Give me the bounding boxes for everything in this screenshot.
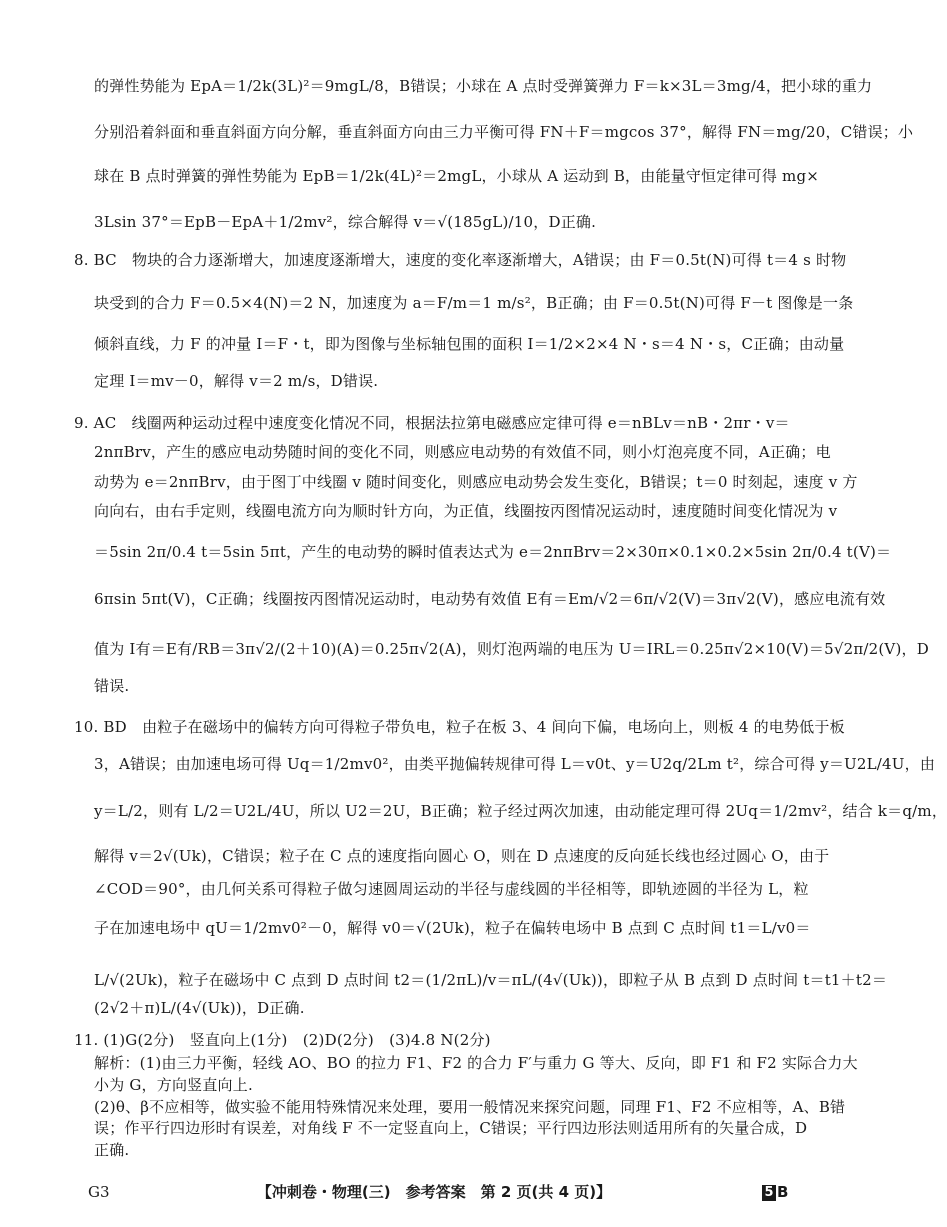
text-line: 正确.	[94, 1141, 130, 1159]
text-line: 2nπBrv，产生的感应电动势随时间的变化不同，则感应电动势的有效值不同，则小灯泡亮度不同，A正确；电	[94, 443, 831, 461]
text-line: 的弹性势能为 EpA＝1/2k(3L)²＝9mgL/8，B错误；小球在 A 点时受弹簧弹力 F＝k×3L＝3mg/4，把小球的重力	[94, 77, 873, 95]
text-line: ∠COD＝90°，由几何关系可得粒子做匀速圆周运动的半径与虚线圆的半径相等，即轨迹圆的半径为 L，粒	[94, 880, 809, 898]
text-line: 8. BC 物块的合力逐渐增大，加速度逐渐增大，速度的变化率逐渐增大，A错误；由 F＝0.5t(N)可得 t＝4 s 时物	[74, 251, 847, 269]
text-line: 动势为 e＝2nπBrv，由于图丁中线圈 v 随时间变化，则感应电动势会发生变化，B错误；t＝0 时刻起，速度 v 方	[94, 473, 858, 491]
text-line: 误；作平行四边形时有误差，对角线 F 不一定竖直向上，C错误；平行四边形法则适用所有的矢量合成，D	[94, 1119, 808, 1137]
text-line: y＝L/2，则有 L/2＝U2L/4U，所以 U2＝2U，B正确；粒子经过两次加速，由动能定理可得 2Uq＝1/2mv²，结合 k＝q/m，	[94, 802, 947, 820]
text-line: 向向右，由右手定则，线圈电流方向为顺时针方向，为正值，线圈按丙图情况运动时，速度随时间变化情况为 v	[94, 502, 838, 520]
text-line: 6πsin 5πt(V)，C正确；线圈按丙图情况运动时，电动势有效值 E有＝Em/√2＝6π/√2(V)＝3π√2(V)，感应电流有效	[94, 590, 886, 608]
text-line: 分别沿着斜面和垂直斜面方向分解，垂直斜面方向由三力平衡可得 FN＋F＝mgcos 37°，解得 FN＝mg/20，C错误；小	[94, 123, 914, 141]
text-line: 3Lsin 37°＝EpB－EpA＋1/2mv²，综合解得 v＝√(185gL)/10，D正确.	[94, 213, 597, 231]
text-line: 错误.	[94, 677, 130, 695]
text-line: 解得 v＝2√(Uk)，C错误；粒子在 C 点的速度指向圆心 O，则在 D 点速度的反向延长线也经过圆心 O，由于	[94, 847, 830, 865]
text-line: 小为 G，方向竖直向上.	[94, 1076, 253, 1094]
page-footer	[0, 1180, 868, 1204]
text-line: 11. (1)G(2分) 竖直向上(1分) (2)D(2分) (3)4.8 N(2分)	[74, 1031, 491, 1049]
footer-mark	[762, 1180, 788, 1204]
text-line: 值为 I有＝E有/RB＝3π√2/(2＋10)(A)＝0.25π√2(A)，则灯泡两端的电压为 U＝IRL＝0.25π√2×10(V)＝5√2π/2(V)，D	[94, 640, 929, 658]
text-line: 3，A错误；由加速电场可得 Uq＝1/2mv0²，由类平抛偏转规律可得 L＝v0t、y＝U2q/2Lm t²，综合可得 y＝U2L/4U，由	[94, 755, 936, 773]
text-line: 倾斜直线，力 F 的冲量 I＝F・t，即为图像与坐标轴包围的面积 I＝1/2×2×4 N・s＝4 N・s，C正确；由动量	[94, 335, 845, 353]
footer-mark-letter: B	[777, 1183, 789, 1201]
text-line: ＝5sin 2π/0.4 t＝5sin 5πt，产生的电动势的瞬时值表达式为 e＝2nπBrv＝2×30π×0.1×0.2×5sin 2π/0.4 t(V)＝	[94, 543, 892, 561]
text-line: (2√2＋π)L/(4√(Uk))，D正确.	[94, 999, 305, 1017]
text-line: 10. BD 由粒子在磁场中的偏转方向可得粒子带负电，粒子在板 3、4 间向下偏，电场向上，则板 4 的电势低于板	[74, 718, 845, 736]
footer-title: 【冲刺卷・物理(三) 参考答案 第 2 页(共 4 页)】	[256, 1183, 612, 1201]
text-line: 块受到的合力 F＝0.5×4(N)＝2 N，加速度为 a＝F/m＝1 m/s²，B正确；由 F＝0.5t(N)可得 F－t 图像是一条	[94, 294, 854, 312]
text-line: 定理 I＝mv－0，解得 v＝2 m/s，D错误.	[94, 372, 379, 390]
text-line: 9. AC 线圈两种运动过程中速度变化情况不同，根据法拉第电磁感应定律可得 e＝nBLv＝nB・2πr・v＝	[74, 414, 790, 432]
text-line: 子在加速电场中 qU＝1/2mv0²－0，解得 v0＝√(2Uk)，粒子在偏转电场中 B 点到 C 点时间 t1＝L/v0＝	[94, 919, 811, 937]
text-line: (2)θ、β不应相等，做实验不能用特殊情况来处理，要用一般情况来探究问题，同理 F1、F2 不应相等，A、B错	[94, 1098, 846, 1116]
text-line: 球在 B 点时弹簧的弹性势能为 EpB＝1/2k(4L)²＝2mgL，小球从 A 运动到 B，由能量守恒定律可得 mg×	[94, 167, 820, 185]
footer-badge: 5	[762, 1185, 776, 1201]
footer-code: G3	[88, 1183, 110, 1201]
text-line: 解析：(1)由三力平衡，轻线 AO、BO 的拉力 F1、F2 的合力 F′与重力 G 等大、反向，即 F1 和 F2 实际合力大	[94, 1054, 858, 1072]
text-line: L/√(2Uk)，粒子在磁场中 C 点到 D 点时间 t2＝(1/2πL)/v＝πL/(4√(Uk))，即粒子从 B 点到 D 点时间 t＝t1＋t2＝	[94, 971, 888, 989]
